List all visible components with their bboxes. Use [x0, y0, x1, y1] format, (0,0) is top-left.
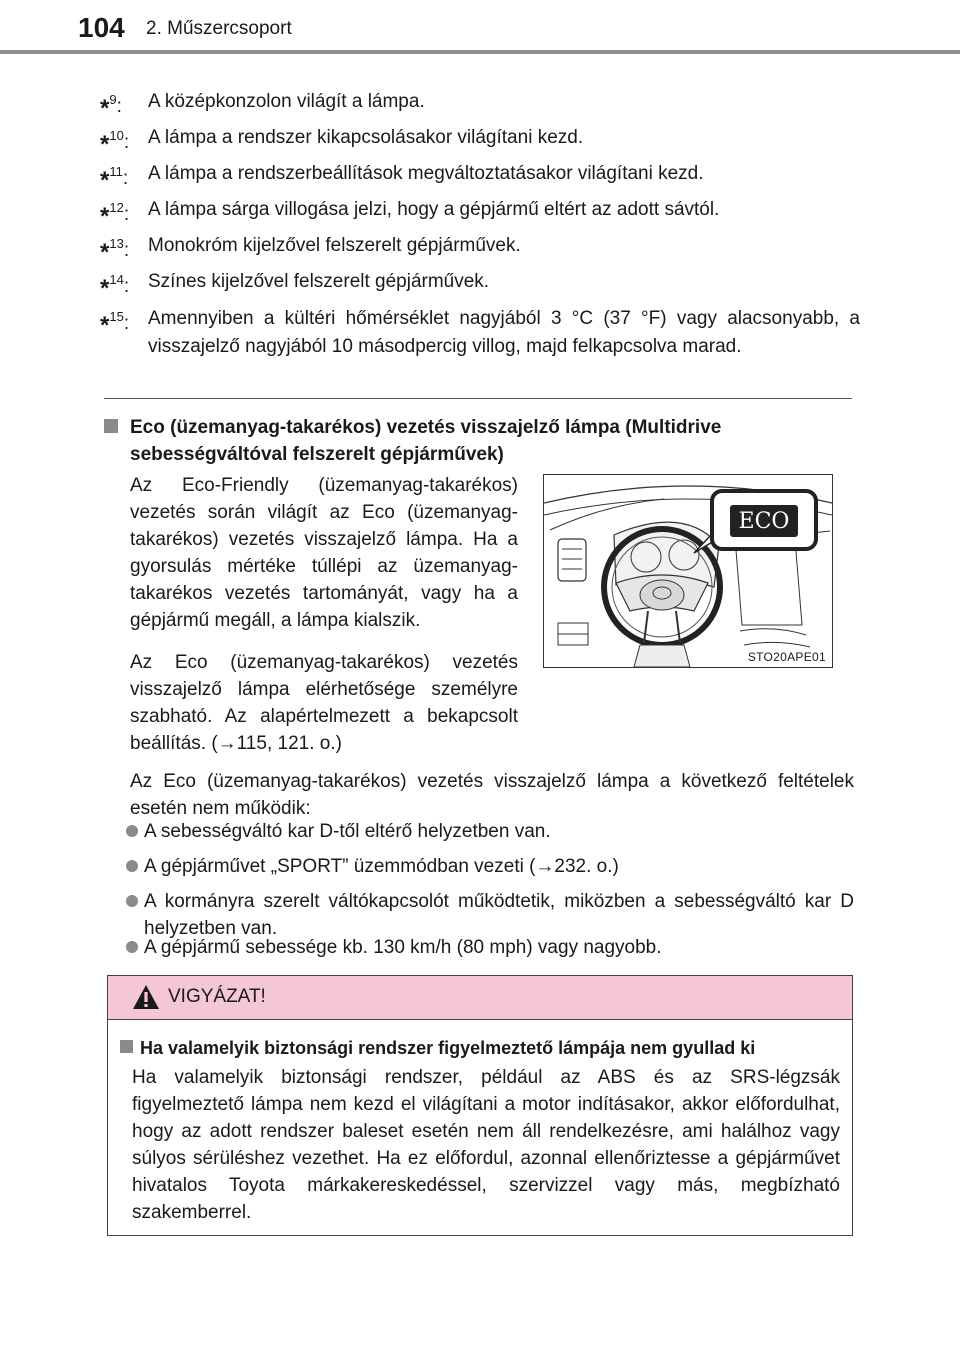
list-item: A gépjárművet „SPORT” üzemmódban vezeti (→232. o.) [126, 853, 854, 880]
page-number: 104 [78, 12, 125, 43]
footnote-text: Színes kijelzővel felszerelt gépjárművek. [148, 271, 490, 292]
footnote-star: * [100, 275, 110, 302]
warning-subheading [120, 1035, 842, 1061]
round-bullet-icon [126, 941, 138, 953]
section-heading [104, 414, 856, 468]
header-rule [0, 50, 960, 54]
round-bullet-icon [126, 895, 138, 907]
footnote-text: A lámpa a rendszerbeállítások megváltoztatásakor világítani kezd. [148, 163, 704, 184]
footnote-number: 11 [109, 164, 123, 179]
chapter-title: 2. Műszercsoport [146, 18, 292, 39]
dashboard-illustration [544, 475, 832, 667]
footnote-text: Amennyiben a kültéri hőmérséklet nagyjából 3 °C (37 °F) vagy alacsonyabb, a visszajelző nagyjából 10 másodpercig villog, majd felkapcsolva marad. [148, 308, 860, 357]
footnote-number: 9 [109, 92, 117, 107]
footnote-9: *$^9$: A középkonzolon világít a lámpa. [100, 88, 860, 116]
eco-description: Az Eco-Friendly (üzemanyag-takarékos) vezetés során világít az Eco (üzemanyag-takarékos) vezetés visszajelző lámpa. Ha a gyorsulás mértéke túllépi az üzemanyag-takarékos vezetés tartományát, vagy ha a gépjármű megáll, a lámpa kialszik. [130, 475, 518, 631]
warning-box [107, 975, 853, 1236]
footnote-number: 13 [109, 236, 124, 251]
footnote-text: A középkonzolon világít a lámpa. [148, 91, 425, 112]
footnote-star: * [100, 203, 110, 230]
footnote-10: *$^{10}$: A lámpa a rendszer kikapcsolásakor világítani kezd. [100, 124, 860, 152]
square-bullet-icon [120, 1040, 133, 1053]
footnote-number: 14 [109, 272, 124, 287]
section-heading-text: Eco (üzemanyag-takarékos) vezetés visszajelző lámpa (Multidrive sebességváltóval felszerelt gépjárművek) [130, 417, 722, 465]
page-header [0, 0, 960, 56]
warning-subheading-text: Ha valamelyik biztonsági rendszer figyelmeztető lámpája nem gyullad ki [140, 1038, 756, 1058]
list-item: A kormányra szerelt váltókapcsolót működtetik, miközben a sebességváltó kar D helyzetben van. [126, 888, 854, 942]
list-item: A sebességváltó kar D-től eltérő helyzetben van. [126, 818, 854, 845]
warning-header [108, 976, 852, 1020]
warning-title: VIGYÁZAT! [168, 986, 266, 1007]
eco-indicator-figure [543, 474, 833, 668]
round-bullet-icon [126, 860, 138, 872]
footnote-star: * [100, 312, 110, 339]
footnote-star: * [100, 131, 110, 158]
square-bullet-icon [104, 419, 118, 433]
section-divider [104, 398, 852, 399]
footnote-star: * [100, 239, 110, 266]
figure-code: STO20APE01 [747, 650, 826, 664]
footnote-15: *$^{15}$: Amennyiben a kültéri hőmérséklet nagyjából 3 °C (37 °F) vagy alacsonyabb, a visszajelző nagyjából 10 másodpercig villog, majd felkapcsolva marad. [100, 305, 860, 361]
list-item: A gépjármű sebessége kb. 130 km/h (80 mph) vagy nagyobb. [126, 934, 854, 961]
footnote-11: *$^{11}$: A lámpa a rendszerbeállítások megváltoztatásakor világítani kezd. [100, 160, 860, 188]
footnote-number: 15 [109, 309, 124, 324]
footnote-text: Monokróm kijelzővel felszerelt gépjárművek. [148, 235, 521, 256]
footnote-12: *$^{12}$: A lámpa sárga villogása jelzi, hogy a gépjármű eltért az adott sávtól. [100, 196, 860, 224]
eco-conditions-intro: Az Eco (üzemanyag-takarékos) vezetés visszajelző lámpa a következő feltételek esetén nem működik: [130, 771, 854, 819]
footnote-14: *$^{14}$: Színes kijelzővel felszerelt gépjárművek. [100, 268, 860, 296]
footnote-star: * [100, 95, 110, 122]
eco-indicator-label: ECO [738, 508, 790, 534]
footnote-text: A lámpa sárga villogása jelzi, hogy a gépjármű eltért az adott sávtól. [148, 199, 720, 220]
round-bullet-icon [126, 825, 138, 837]
warning-triangle-icon [132, 984, 160, 1010]
footnote-star: * [100, 167, 110, 194]
footnote-text: A lámpa a rendszer kikapcsolásakor világítani kezd. [148, 127, 584, 148]
footnote-13: *$^{13}$: Monokróm kijelzővel felszerelt gépjárművek. [100, 232, 860, 260]
eco-customization-note: Az Eco (üzemanyag-takarékos) vezetés visszajelző lámpa elérhetősége személyre szabható. Az alapértelmezett a bekapcsolt beállítás. (→115, 121. o.) [130, 652, 518, 754]
footnote-number: 12 [109, 200, 124, 215]
footnote-number: 10 [109, 128, 124, 143]
warning-body: Ha valamelyik biztonsági rendszer, például az ABS és az SRS-légzsák figyelmeztető lámpa nem kezd el világítani a motor indításakor, akkor előfordulhat, hogy az adott rendszer baleset esetén nem áll rendelkezésre, ami halálhoz vagy súlyos sérüléshez vezethet. Ha ez előfordul, azonnal ellenőriztesse a gépjárművet hivatalos Toyota márkakereskedéssel, szervizzel vagy más, megbízható szakemberrel. [132, 1067, 840, 1223]
